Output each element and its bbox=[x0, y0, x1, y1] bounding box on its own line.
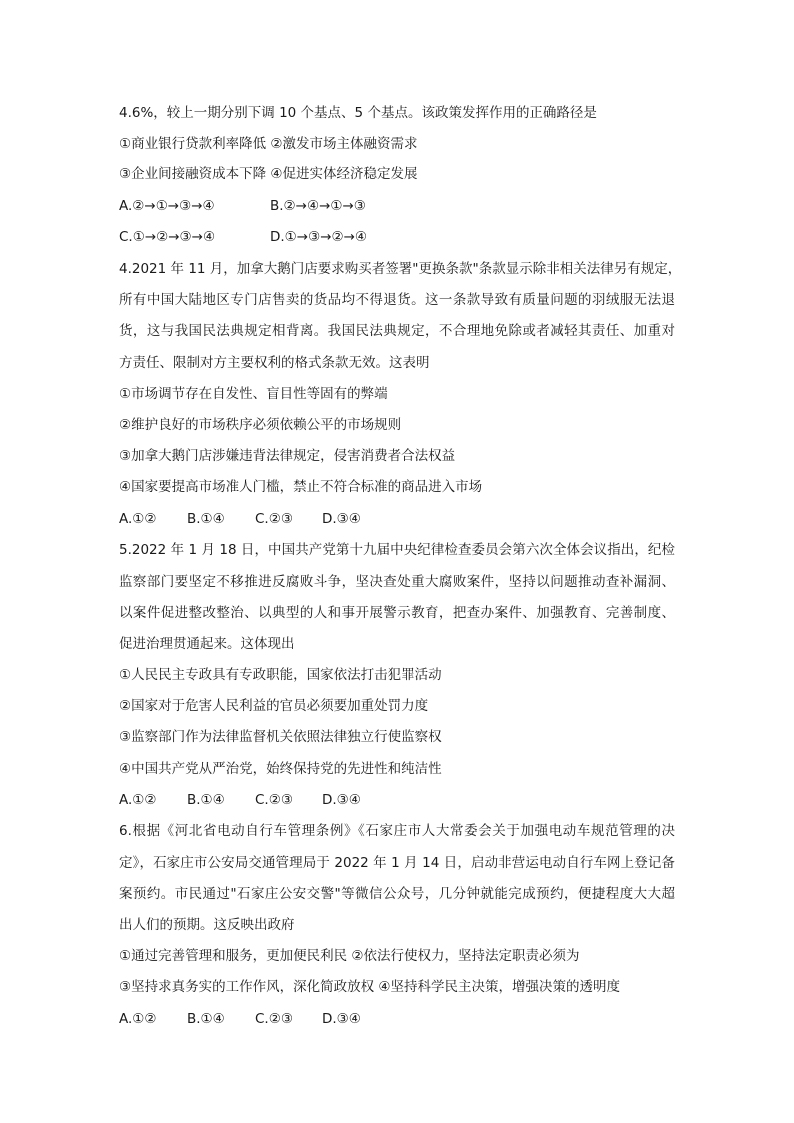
q6-option-a[interactable]: A.①② bbox=[119, 1011, 157, 1027]
q6-stem-line-4: 出人们的预期。这反映出政府 bbox=[119, 917, 295, 933]
q5-option-c[interactable]: C.②③ bbox=[255, 792, 293, 808]
q5-stem-line-2: 监察部门要坚定不移推进反腐败斗争，坚决查处重大腐败案件，坚持以问题推动查补漏洞、 bbox=[119, 574, 675, 590]
q6-option-c[interactable]: C.②③ bbox=[255, 1011, 293, 1027]
q4-stem-line-2: 所有中国大陆地区专门店售卖的货品均不得退货。这一条款导致有质量问题的羽绒服无法退 bbox=[119, 292, 675, 308]
q6-item-row-1: ①通过完善管理和服务，更加便民利民 ②依法行使权力，坚持法定职责必须为 bbox=[119, 948, 580, 964]
q5-stem-line-1: 5.2022 年 1 月 18 日，中国共产党第十九届中央纪律检查委员会第六次全体会议指出，纪检 bbox=[119, 542, 675, 558]
q5-stem-line-3: 以案件促进整改整治、以典型的人和事开展警示教育，把查办案件、加强教育、完善制度、 bbox=[119, 605, 675, 621]
q4-option-d[interactable]: D.③④ bbox=[322, 511, 361, 527]
prev-item-2: ③企业间接融资成本下降 ④促进实体经济稳定发展 bbox=[119, 166, 418, 182]
q5-item-3: ③监察部门作为法律监督机关依照法律独立行使监察权 bbox=[119, 729, 442, 745]
prev-option-b[interactable]: B.②→④→①→③ bbox=[270, 198, 366, 214]
prev-stem-tail: 4.6%，较上一期分别下调 10 个基点、5 个基点。该政策发挥作用的正确路径是 bbox=[119, 105, 597, 121]
q4-item-1: ①市场调节存在自发性、盲目性等固有的弊端 bbox=[119, 386, 388, 402]
q4-option-c[interactable]: C.②③ bbox=[255, 511, 293, 527]
q5-option-d[interactable]: D.③④ bbox=[322, 792, 361, 808]
q5-item-4: ④中国共产党从严治党，始终保持党的先进性和纯洁性 bbox=[119, 761, 442, 777]
q4-item-4: ④国家要提高市场准人门槛，禁止不符合标准的商品进入市场 bbox=[119, 479, 483, 495]
q4-item-3: ③加拿大鹅门店涉嫌违背法律规定，侵害消费者合法权益 bbox=[119, 448, 456, 464]
q5-item-1: ①人民民主专政具有专政职能，国家依法打击犯罪活动 bbox=[119, 667, 442, 683]
q4-option-a[interactable]: A.①② bbox=[119, 511, 157, 527]
q5-option-b[interactable]: B.①④ bbox=[187, 792, 225, 808]
prev-option-a[interactable]: A.②→①→③→④ bbox=[119, 198, 215, 214]
prev-option-c[interactable]: C.①→②→③→④ bbox=[119, 229, 216, 245]
q6-option-d[interactable]: D.③④ bbox=[322, 1011, 361, 1027]
q5-stem-line-4: 促进治理贯通起来。这体现出 bbox=[119, 636, 295, 652]
q6-stem-line-3: 案预约。市民通过"石家庄公安交警"等微信公众号，几分钟就能完成预约，便捷程度大大超 bbox=[119, 886, 675, 902]
prev-option-d[interactable]: D.①→③→②→④ bbox=[270, 229, 368, 245]
q6-stem-line-1: 6.根据《河北省电动自行车管理条例》《石家庄市人大常委会关于加强电动车规范管理的决 bbox=[119, 823, 675, 839]
q6-option-b[interactable]: B.①④ bbox=[187, 1011, 225, 1027]
q4-stem-line-4: 方责任、限制对方主要权利的格式条款无效。这表明 bbox=[119, 355, 430, 371]
q6-stem-line-2: 定》，石家庄市公安局交通管理局于 2022 年 1 月 14 日，启动非营运电动自行车网上登记备 bbox=[119, 855, 675, 871]
q4-item-2: ②维护良好的市场秩序必须依赖公平的市场规则 bbox=[119, 417, 402, 433]
q5-option-a[interactable]: A.①② bbox=[119, 792, 157, 808]
prev-item-1: ①商业银行贷款利率降低 ②激发市场主体融资需求 bbox=[119, 136, 418, 152]
q4-stem-line-1: 4.2021 年 11 月，加拿大鹅门店要求购买者签署"更换条款"条款显示除非相关法律另有规定， bbox=[119, 261, 682, 277]
q4-stem-line-3: 货，这与我国民法典规定相背离。我国民法典规定，不合理地免除或者减轻其责任、加重对 bbox=[119, 323, 675, 339]
q5-item-2: ②国家对于危害人民利益的官员必须要加重处罚力度 bbox=[119, 698, 429, 714]
q4-option-b[interactable]: B.①④ bbox=[187, 511, 225, 527]
q6-item-row-2: ③坚持求真务实的工作作风，深化简政放权 ④坚持科学民主决策，增强决策的透明度 bbox=[119, 979, 620, 995]
